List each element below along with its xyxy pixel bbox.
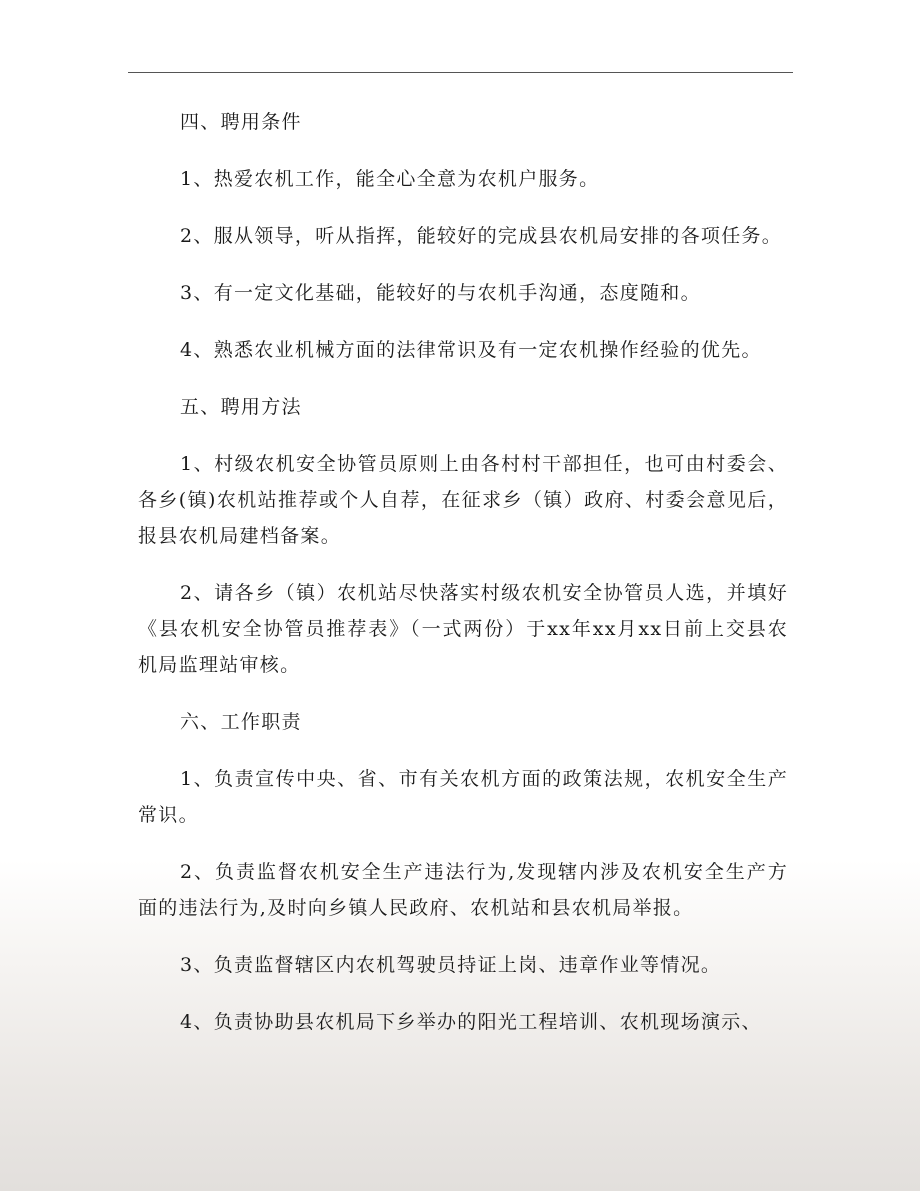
method-item-1: 1、村级农机安全协管员原则上由各村村干部担任，也可由村委会、各乡(镇)农机站推荐或个人自荐，在征求乡（镇）政府、村委会意见后，报县农机局建档备案。 bbox=[138, 453, 788, 547]
header-rule bbox=[128, 72, 793, 73]
duty-item-4: 4、负责协助县农机局下乡举办的阳光工程培训、农机现场演示、 bbox=[180, 1011, 762, 1033]
duty-item-3: 3、负责监督辖区内农机驾驶员持证上岗、违章作业等情况。 bbox=[180, 954, 722, 976]
condition-item-3: 3、有一定文化基础，能较好的与农机手沟通，态度随和。 bbox=[180, 282, 701, 304]
document-body bbox=[138, 104, 788, 1061]
duty-item-2: 2、负责监督农机安全生产违法行为,发现辖内涉及农机安全生产方面的违法行为,及时向乡镇人民政府、农机站和县农机局举报。 bbox=[138, 861, 788, 919]
condition-item-1: 1、热爱农机工作，能全心全意为农机户服务。 bbox=[180, 168, 600, 190]
section-heading-hiring-method: 五、聘用方法 bbox=[180, 396, 302, 418]
section-heading-job-duties: 六、工作职责 bbox=[180, 711, 302, 733]
duty-item-1: 1、负责宣传中央、省、市有关农机方面的政策法规，农机安全生产常识。 bbox=[138, 768, 788, 826]
section-heading-hiring-conditions: 四、聘用条件 bbox=[180, 111, 302, 133]
condition-item-2: 2、服从领导，听从指挥，能较好的完成县农机局安排的各项任务。 bbox=[180, 225, 783, 247]
method-item-2: 2、请各乡（镇）农机站尽快落实村级农机安全协管员人选，并填好《县农机安全协管员推荐表》（一式两份）于xx年xx月xx日前上交县农机局监理站审核。 bbox=[138, 582, 788, 676]
condition-item-4: 4、熟悉农业机械方面的法律常识及有一定农机操作经验的优先。 bbox=[180, 339, 762, 361]
